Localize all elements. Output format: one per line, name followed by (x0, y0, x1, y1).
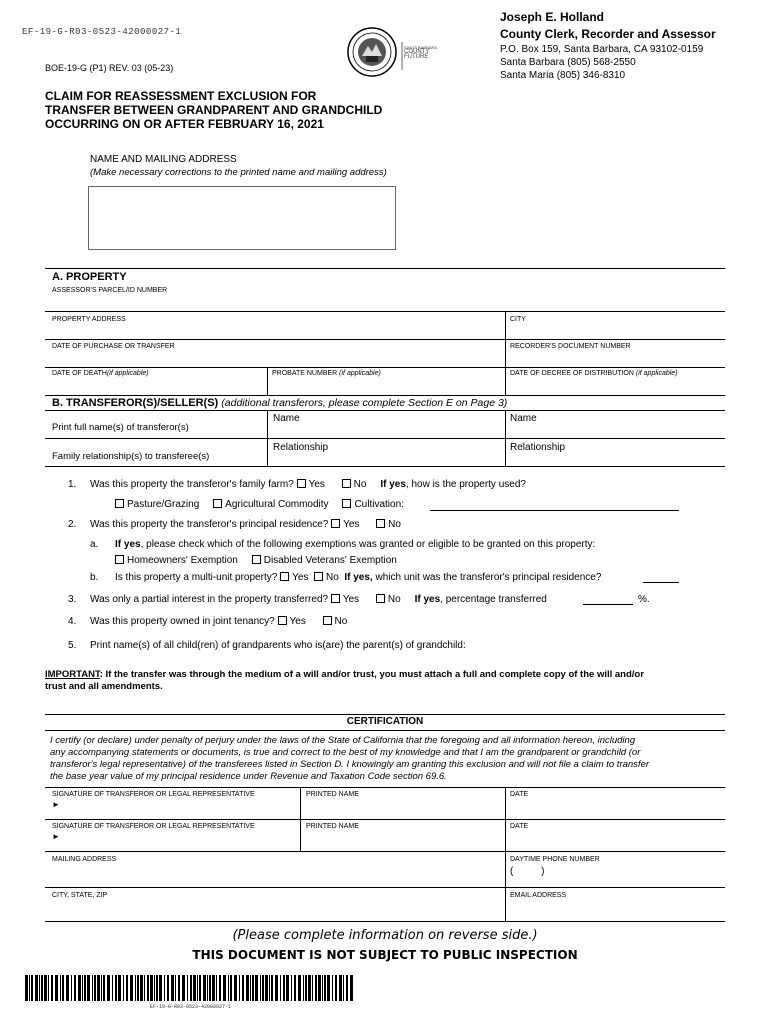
phone-santa-maria: Santa Maria (805) 346-8310 (500, 70, 626, 81)
mailing-note: (Make necessary corrections to the printed name and mailing address) (90, 167, 387, 178)
q2b-number: b. (90, 572, 99, 583)
decree-label: DATE OF DECREE OF DISTRIBUTION (if applicable) (510, 370, 678, 377)
signature-2-label: SIGNATURE OF TRANSFEROR OR LEGAL REPRESENTATIVE (52, 823, 255, 830)
q5-row: Print name(s) of all child(ren) of grandparents who is(are) the parent(s) of grandchild: (90, 640, 466, 651)
q4-no-checkbox[interactable] (323, 616, 332, 625)
q2b-row: Is this property a multi-unit property? Yes No If yes, which unit was the transferor's principal residence? (115, 572, 602, 583)
q2a-row: If yes, please check which of the following exemptions was granted or eligible to be granted on this property: (115, 539, 596, 550)
q2-row: Was this property the transferor's principal residence? Yes No (90, 519, 401, 530)
q3-yes-checkbox[interactable] (331, 594, 340, 603)
probate-label: PROBATE NUMBER (if applicable) (272, 370, 381, 377)
q1-no-checkbox[interactable] (342, 479, 351, 488)
reverse-side-note: (Please complete information on reverse side.) (232, 928, 538, 943)
q2b-no-checkbox[interactable] (314, 572, 323, 581)
q2-no-checkbox[interactable] (376, 519, 385, 528)
q1-row: Was this property the transferor's family farm? Yes No If yes, how is the property used? (90, 479, 526, 490)
certification-text: I certify (or declare) under penalty of perjury under the laws of the State of California that the foregoing and all information hereon, including any accompanying statements or documents, is true and correct to the best of my knowledge and that I am the grandparent or grandchild (or transferor's legal representative) of the transferees listed in Section D. I knowingly am granting this exclusion and will not file a claim to transfer the base year value of my principal residence under Revenue and Taxation Code section 69.6. (50, 735, 650, 782)
agricultural-checkbox[interactable] (213, 499, 222, 508)
section-a-title: A. PROPERTY (52, 271, 127, 283)
recorder-doc-label: RECORDER'S DOCUMENT NUMBER (510, 343, 631, 350)
city-state-zip-label: CITY, STATE, ZIP (52, 892, 108, 899)
date-1-label: DATE (510, 791, 529, 798)
cultivation-checkbox[interactable] (342, 499, 351, 508)
mailing-address-box[interactable] (88, 186, 396, 250)
printed-name-2-label: PRINTED NAME (306, 823, 359, 830)
logo-text-1: SANTA BARBARA (404, 45, 438, 50)
q2a-number: a. (90, 539, 99, 550)
form-code: BOE-19-G (P1) REV. 03 (05-23) (45, 63, 174, 73)
q4-yes-checkbox[interactable] (278, 616, 287, 625)
public-inspection-notice: THIS DOCUMENT IS NOT SUBJECT TO PUBLIC INSPECTION (192, 948, 578, 962)
certification-title: CERTIFICATION (346, 716, 424, 727)
relationship-1-label: Relationship (273, 442, 329, 453)
important-note: IMPORTANT: If the transfer was through the medium of a will and/or trust, you must attach a full and complete copy of the will and/or trust and all amendments. (45, 669, 644, 692)
disabled-veterans-checkbox[interactable] (252, 555, 261, 564)
cultivation-line[interactable] (430, 510, 679, 511)
date-purchase-label: DATE OF PURCHASE OR TRANSFER (52, 343, 175, 350)
property-address-label: PROPERTY ADDRESS (52, 316, 126, 323)
transferor-name-1-label: Name (273, 413, 300, 424)
mailing-label: NAME AND MAILING ADDRESS (90, 154, 237, 165)
pasture-checkbox[interactable] (115, 499, 124, 508)
q1-yes-checkbox[interactable] (297, 479, 306, 488)
q3-no-checkbox[interactable] (376, 594, 385, 603)
q2b-yes-checkbox[interactable] (280, 572, 289, 581)
phone-parens[interactable]: ( ) (510, 866, 545, 877)
homeowners-exemption-checkbox[interactable] (115, 555, 124, 564)
q5-number: 5. (68, 640, 77, 651)
barcode (25, 975, 355, 1001)
q3-number: 3. (68, 594, 77, 605)
q4-row: Was this property owned in joint tenancy? Yes No (90, 616, 348, 627)
signature-2-arrow: ► (52, 832, 60, 841)
printed-name-1-label: PRINTED NAME (306, 791, 359, 798)
date-death-label: DATE OF DEATH(if applicable) (52, 370, 149, 377)
signature-1-label: SIGNATURE OF TRANSFEROR OR LEGAL REPRESENTATIVE (52, 791, 255, 798)
unit-line[interactable] (643, 582, 679, 583)
q2a-options: Homeowners' Exemption Disabled Veterans' Exemption (115, 555, 397, 566)
percentage-line[interactable] (583, 604, 633, 605)
phone-label: DAYTIME PHONE NUMBER (510, 856, 600, 863)
email-label: EMAIL ADDRESS (510, 892, 567, 899)
q2-yes-checkbox[interactable] (331, 519, 340, 528)
q1-options: Pasture/Grazing Agricultural Commodity Cultivation: (115, 499, 404, 510)
signature-1-arrow: ► (52, 800, 60, 809)
logo-text-3: FUTURE (404, 54, 429, 60)
assessor-title: County Clerk, Recorder and Assessor (500, 27, 716, 41)
family-relationship-label: Family relationship(s) to transferee(s) (52, 451, 210, 462)
print-names-label: Print full name(s) of transferor(s) (52, 422, 189, 433)
mailing-address-label: MAILING ADDRESS (52, 856, 117, 863)
assessor-address: P.O. Box 159, Santa Barbara, CA 93102-0159 (500, 44, 704, 55)
phone-santa-barbara: Santa Barbara (805) 568-2550 (500, 57, 636, 68)
form-title: CLAIM FOR REASSESSMENT EXCLUSION FOR TRANSFER BETWEEN GRANDPARENT AND GRANDCHILD OCCURRING ON OR AFTER FEBRUARY 16, 2021 (45, 89, 383, 131)
relationship-2-label: Relationship (510, 442, 566, 453)
q2-number: 2. (68, 519, 77, 530)
date-2-label: DATE (510, 823, 529, 830)
apn-field[interactable] (45, 296, 725, 310)
city-label: CITY (510, 316, 526, 323)
q3-row: Was only a partial interest in the property transferred? Yes No If yes, percentage transferred (90, 594, 547, 605)
section-b-title: B. TRANSFEROR(S)/SELLER(S) (additional transferors, please complete Section E on Page 3) (52, 397, 508, 409)
assessor-name: Joseph E. Holland (500, 10, 605, 24)
barcode-text: EF-19-G-R03-0523-42000027-1 (150, 1004, 232, 1010)
percent-sign: %. (638, 594, 650, 605)
q4-number: 4. (68, 616, 77, 627)
q1-number: 1. (68, 479, 77, 490)
logo-text-2: COUNTY (404, 49, 430, 55)
transferor-name-2-label: Name (510, 413, 537, 424)
form-id: EF-19-G-R03-0523-42000027-1 (22, 27, 182, 37)
apn-label: ASSESSOR'S PARCEL/ID NUMBER (52, 287, 168, 294)
